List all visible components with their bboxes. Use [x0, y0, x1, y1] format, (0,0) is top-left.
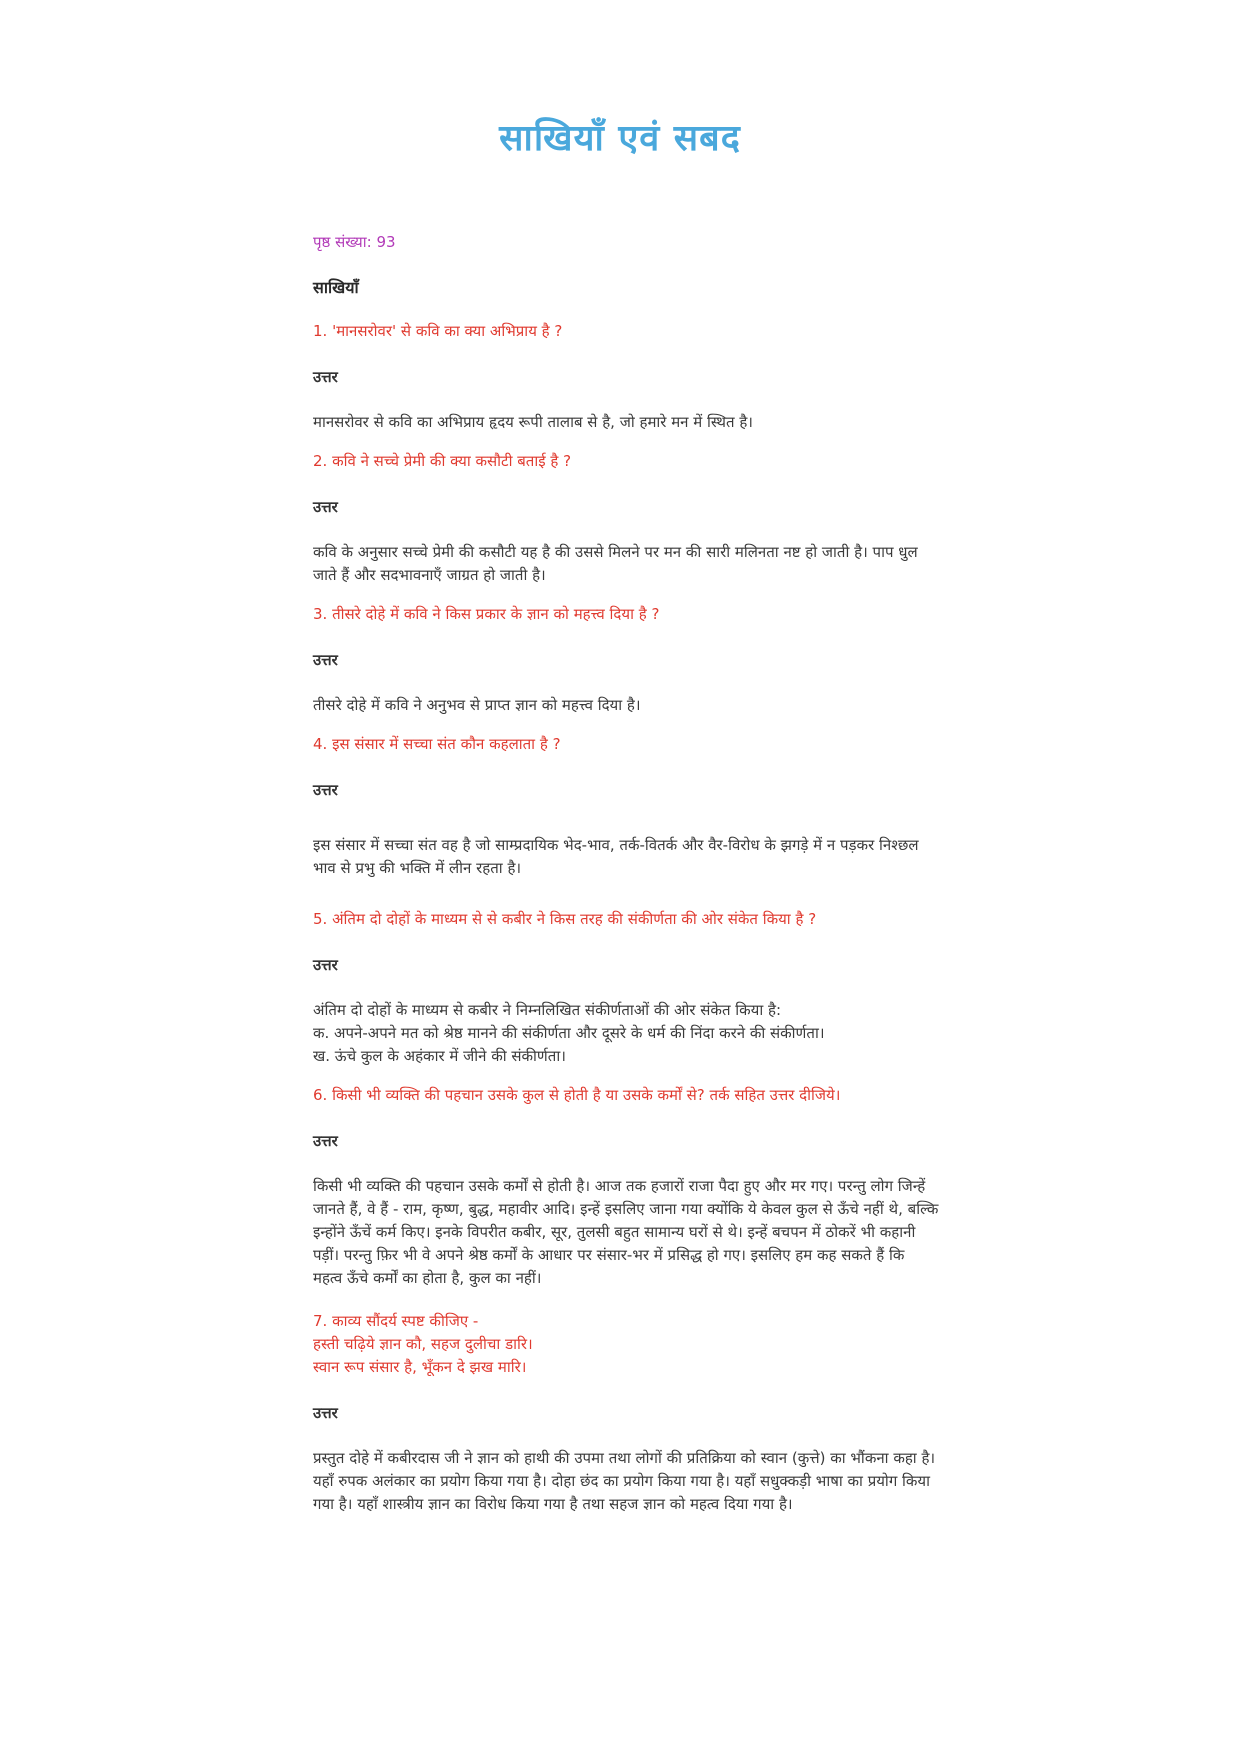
- answer-line: भाव से प्रभु की भक्ति में लीन रहता है।: [313, 859, 522, 877]
- page-number: पृष्ठ संख्या: 93: [313, 233, 396, 251]
- answer-label: उत्तर: [313, 1404, 338, 1422]
- qa-list: [313, 320, 1073, 1516]
- answer-label: उत्तर: [313, 956, 338, 974]
- question-text: [313, 1084, 1073, 1107]
- answer-text: [313, 834, 1073, 880]
- answer-text: [313, 411, 1073, 434]
- answer-line: जानते हैं, वे हैं - राम, कृष्ण, बुद्ध, महावीर आदि। इन्हें इसलिए जाना गया क्योंकि ये केवल कुल से ऊँचे नहीं थे, बल्कि: [313, 1200, 939, 1218]
- answer-text: [313, 1447, 1073, 1516]
- answer-line: प्रस्तुत दोहे में कबीरदास जी ने ज्ञान को हाथी की उपमा तथा लोगों की प्रतिक्रिया को स्वान (कुत्ते) का भौंकना कहा है।: [313, 1449, 936, 1467]
- question-text: [313, 603, 1073, 626]
- answer-line: महत्व ऊँचे कर्मों का होता है, कुल का नहीं।: [313, 1269, 542, 1287]
- page-title: साखियाँ एवं सबद: [499, 118, 741, 159]
- question-line: हस्ती चढ़िये ज्ञान कौ, सहज दुलीचा डारि।: [313, 1335, 533, 1353]
- answer-line: कवि के अनुसार सच्चे प्रेमी की कसौटी यह है की उससे मिलने पर मन की सारी मलिनता नष्ट हो जाती है। पाप धुल: [313, 543, 918, 561]
- question-text: [313, 733, 1073, 756]
- question-line: 3. तीसरे दोहे में कवि ने किस प्रकार के ज्ञान को महत्त्व दिया है ?: [313, 605, 660, 623]
- question-text: [313, 450, 1073, 473]
- question-line: स्वान रूप संसार है, भूँकन दे झख मारि।: [313, 1358, 527, 1376]
- question-line: 4. इस संसार में सच्चा संत कौन कहलाता है ?: [313, 735, 561, 753]
- question-line: 1. 'मानसरोवर' से कवि का क्या अभिप्राय है ?: [313, 322, 563, 340]
- answer-line: मानसरोवर से कवि का अभिप्राय हृदय रूपी तालाब से है, जो हमारे मन में स्थित है।: [313, 413, 753, 431]
- answer-line: तीसरे दोहे में कवि ने अनुभव से प्राप्त ज्ञान को महत्त्व दिया है।: [313, 696, 641, 714]
- question-line: 5. अंतिम दो दोहों के माध्यम से से कबीर ने किस तरह की संकीर्णता की ओर संकेत किया है ?: [313, 910, 817, 928]
- answer-line: इन्होंने ऊँचें कर्म किए। इनके विपरीत कबीर, सूर, तुलसी बहुत सामान्य घरों से थे। इन्हें बचपन में ठोकरें भी कहानी: [313, 1223, 916, 1241]
- content-area: [313, 232, 1073, 1516]
- section-heading: साखियाँ: [313, 278, 359, 297]
- answer-line: इस संसार में सच्चा संत वह है जो साम्प्रदायिक भेद-भाव, तर्क-वितर्क और वैर-विरोध के झगड़े में न पड़कर निश्छल: [313, 836, 919, 854]
- answer-line: ख. ऊंचे कुल के अहंकार में जीने की संकीर्णता।: [313, 1047, 566, 1065]
- answer-label: उत्तर: [313, 1132, 338, 1150]
- answer-line: अंतिम दो दोहों के माध्यम से कबीर ने निम्नलिखित संकीर्णताओं की ओर संकेत किया है:: [313, 1001, 782, 1019]
- answer-label: उत्तर: [313, 651, 338, 669]
- question-line: 2. कवि ने सच्चे प्रेमी की क्या कसौटी बताई है ?: [313, 452, 572, 470]
- answer-line: किसी भी व्यक्ति की पहचान उसके कर्मों से होती है। आज तक हजारों राजा पैदा हुए और मर गए। परन्तु लोग जिन्हें: [313, 1177, 926, 1195]
- question-line: 6. किसी भी व्यक्ति की पहचान उसके कुल से होती है या उसके कर्मों से? तर्क सहित उत्तर दीजिये।: [313, 1086, 841, 1104]
- answer-line: क. अपने-अपने मत को श्रेष्ठ मानने की संकीर्णता और दूसरे के धर्म की निंदा करने की संकीर्णता।: [313, 1024, 825, 1042]
- question-text: [313, 1310, 1073, 1379]
- answer-label: उत्तर: [313, 368, 338, 386]
- answer-line: पड़ीं। परन्तु फ़िर भी वे अपने श्रेष्ठ कर्मों के आधार पर संसार-भर में प्रसिद्ध हो गए। इसलिए हम कह सकते हैं कि: [313, 1246, 905, 1264]
- answer-text: [313, 999, 1073, 1068]
- question-line: 7. काव्य सौंदर्य स्पष्ट कीजिए -: [313, 1312, 479, 1330]
- answer-line: गया है। यहाँ शास्त्रीय ज्ञान का विरोध किया गया है तथा सहज ज्ञान को महत्व दिया गया है।: [313, 1495, 793, 1513]
- answer-label: उत्तर: [313, 781, 338, 799]
- answer-line: यहाँ रुपक अलंकार का प्रयोग किया गया है। दोहा छंद का प्रयोग किया गया है। यहाँ सधुक्कड़ी भाषा का प्रयोग किया: [313, 1472, 931, 1490]
- answer-line: जाते हैं और सदभावनाएँ जाग्रत हो जाती है।: [313, 566, 546, 584]
- answer-text: [313, 1175, 1073, 1290]
- answer-text: [313, 541, 1073, 587]
- question-text: [313, 908, 1073, 931]
- answer-label: उत्तर: [313, 498, 338, 516]
- question-text: [313, 320, 1073, 343]
- answer-text: [313, 694, 1073, 717]
